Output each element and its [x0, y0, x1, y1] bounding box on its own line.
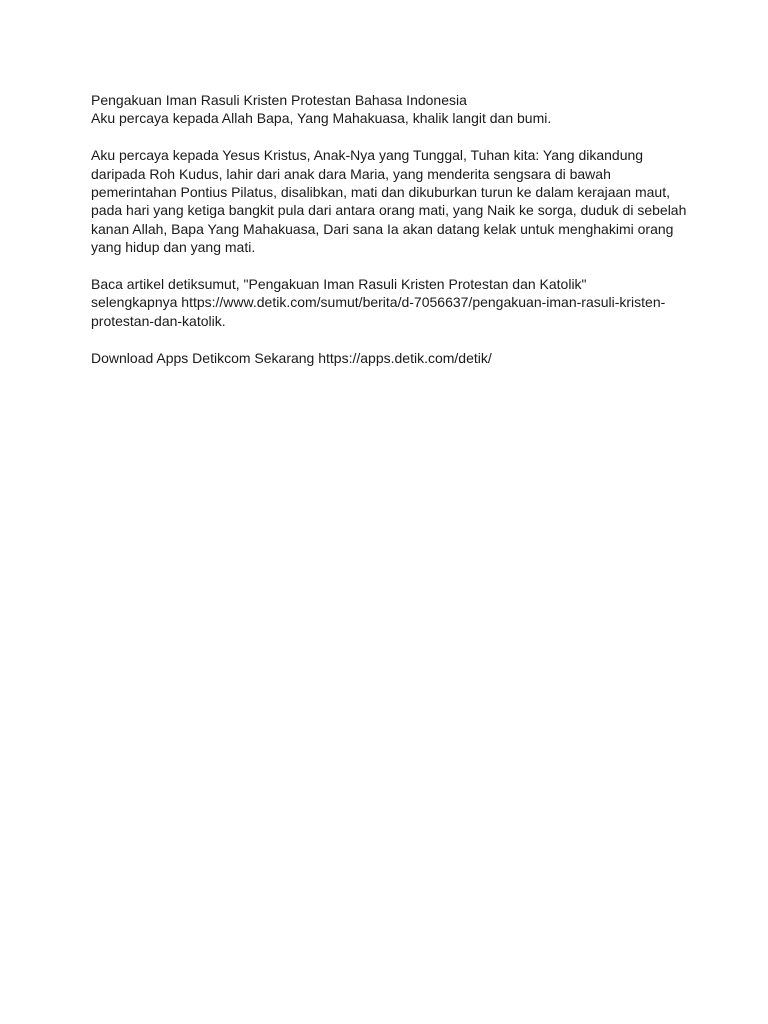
document-body — [91, 91, 691, 367]
paragraph-4-line-1: Download Apps Detikcom Sekarang https://apps.detik.com/detik/ — [91, 349, 492, 366]
paragraph-gap — [91, 330, 691, 348]
paragraph-3-line-2: selengkapnya https://www.detik.com/sumut/berita/d-7056637/pengakuan-iman-rasuli-kristen- — [91, 294, 666, 311]
paragraph-2-line-5: kanan Allah, Bapa Yang Mahakuasa, Dari sana Ia akan datang kelak untuk menghakimi orang — [91, 220, 674, 237]
paragraph-1-line-1: Aku percaya kepada Allah Bapa, Yang Mahakuasa, khalik langit dan bumi. — [91, 110, 552, 127]
paragraph-2-line-4: pada hari yang ketiga bangkit pula dari antara orang mati, yang Naik ke sorga, duduk di sebelah — [91, 202, 687, 219]
paragraph-2-line-1: Aku percaya kepada Yesus Kristus, Anak-Nya yang Tunggal, Tuhan kita: Yang dikandung — [91, 147, 644, 164]
paragraph-gap — [91, 128, 691, 146]
paragraph-3-line-1: Baca artikel detiksumut, "Pengakuan Iman Rasuli Kristen Protestan dan Katolik" — [91, 276, 587, 293]
paragraph-2-line-3: pemerintahan Pontius Pilatus, disalibkan, mati dan dikuburkan turun ke dalam kerajaan maut, — [91, 184, 670, 201]
paragraph-2-line-6: yang hidup dan yang mati. — [91, 239, 256, 256]
document-title: Pengakuan Iman Rasuli Kristen Protestan Bahasa Indonesia — [91, 92, 467, 108]
paragraph-gap — [91, 257, 691, 275]
paragraph-3-line-3: protestan-dan-katolik. — [91, 312, 226, 329]
paragraph-2-line-2: daripada Roh Kudus, lahir dari anak dara Maria, yang menderita sengsara di bawah — [91, 165, 611, 182]
